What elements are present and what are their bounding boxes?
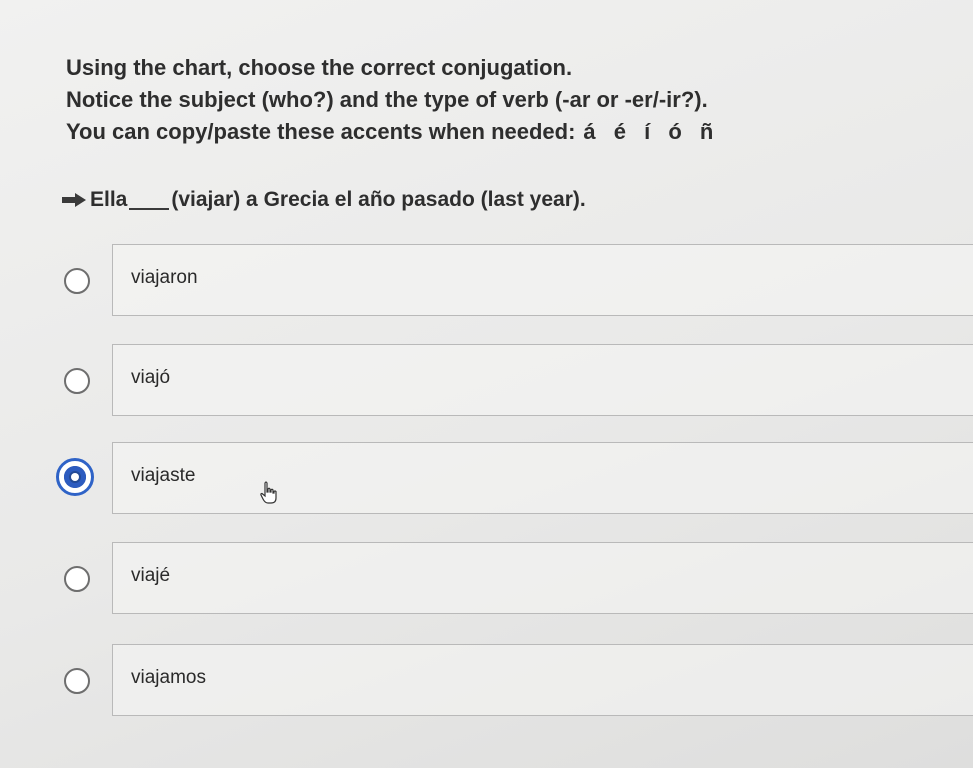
- choice-box[interactable]: [112, 542, 973, 614]
- instruction-line-2: Notice the subject (who?) and the type of verb (-ar or -er/-ir?).: [66, 87, 708, 112]
- option-viajo[interactable]: [50, 344, 973, 424]
- answer-blank: [129, 188, 169, 210]
- radio-button[interactable]: [64, 368, 90, 394]
- option-viaje[interactable]: [50, 542, 973, 622]
- choice-label: viajé: [131, 565, 171, 586]
- instruction-line-1: Using the chart, choose the correct conjugation.: [66, 55, 573, 80]
- accent-instruction-text: You can copy/paste these accents when needed:: [66, 119, 576, 144]
- question-prompt: [62, 184, 586, 216]
- instructions: [66, 52, 946, 148]
- option-viajaron[interactable]: [50, 244, 973, 324]
- option-viajamos[interactable]: [50, 644, 973, 724]
- question-subject: Ella: [90, 188, 128, 211]
- choice-box[interactable]: [112, 644, 973, 716]
- right-arrow-icon: [62, 193, 86, 207]
- choice-box[interactable]: [112, 244, 973, 316]
- choice-box[interactable]: [112, 442, 973, 514]
- instruction-line-3: [66, 116, 946, 148]
- radio-button[interactable]: [64, 268, 90, 294]
- radio-button[interactable]: [64, 566, 90, 592]
- radio-button[interactable]: [64, 668, 90, 694]
- choice-label: viajaste: [131, 465, 196, 486]
- hand-pointer-icon: [259, 481, 279, 505]
- accent-characters[interactable]: á é í ó ñ: [583, 119, 720, 144]
- option-viajaste[interactable]: [50, 442, 973, 522]
- choice-label: viajamos: [131, 667, 206, 688]
- choice-box[interactable]: [112, 344, 973, 416]
- question-text: (viajar) a Grecia el año pasado (last year).: [171, 188, 586, 211]
- choice-label: viajó: [131, 367, 171, 388]
- radio-button-selected[interactable]: [56, 458, 94, 496]
- radio-dot: [71, 473, 79, 481]
- choice-label: viajaron: [131, 267, 198, 288]
